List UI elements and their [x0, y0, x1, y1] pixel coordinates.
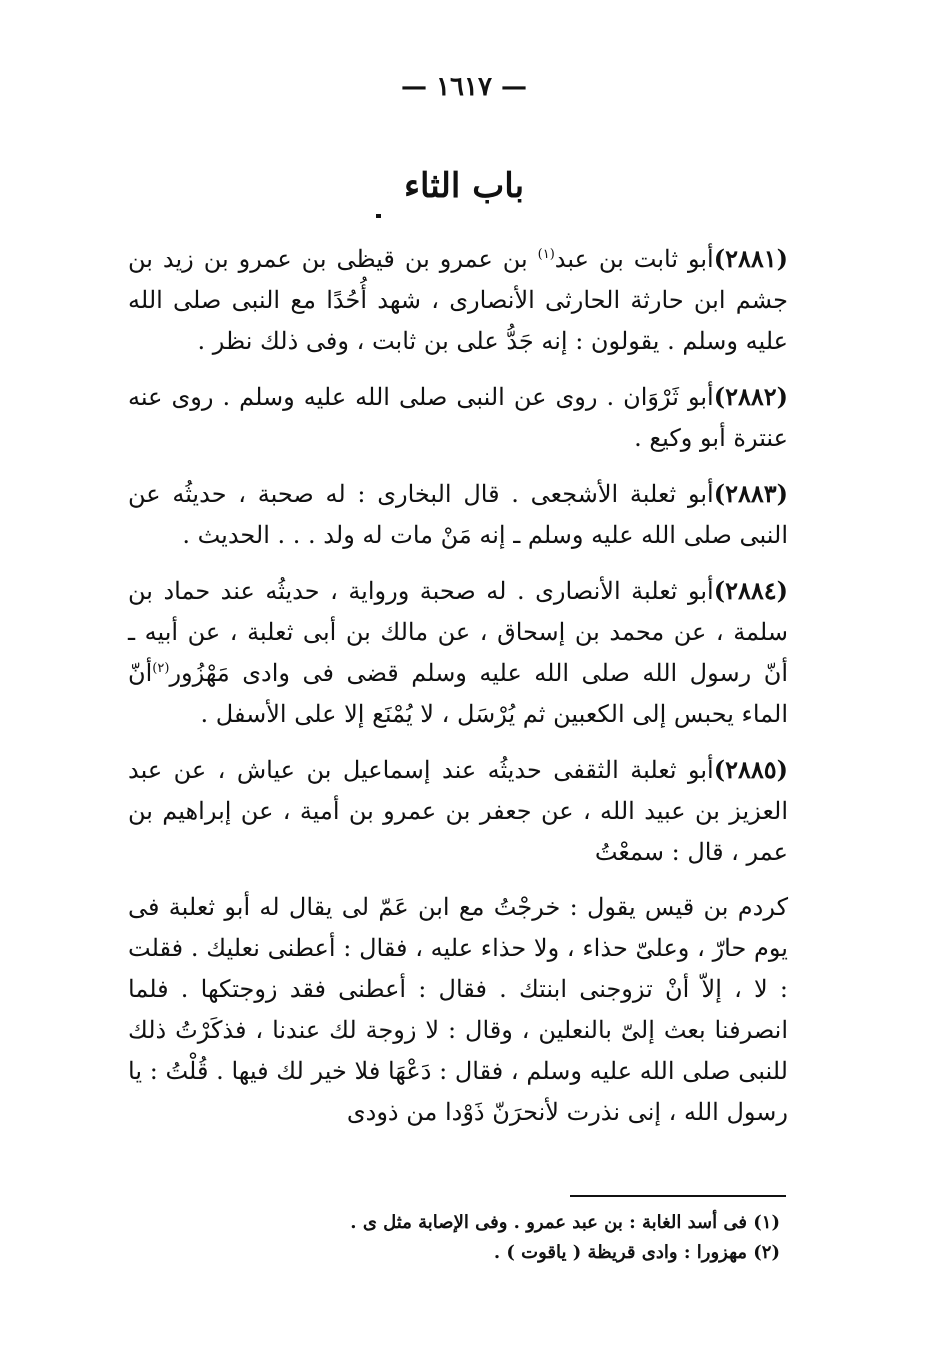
- entry-text-continued: بن عمرو بن قيظى بن عمرو بن زيد بن جشم ابن حارثة الحارثى الأنصارى ، شهد أُحُدًا مع النبى صلى الله عليه وسلم . يقولون : إنه جَدُّ على بن ثابت ، وفى ذلك نظر .: [128, 245, 788, 355]
- entry-text-continued: كردم بن قيس يقول : خرجْتُ مع ابن عَمّ لى يقال له أبو ثعلبة فى يوم حارّ ، وعلىّ حذاء ، ولا حذاء عليه ، فقال : أعطنى نعليك . فقلت : لا ، إلاّ أنْ تزوجنى ابنتك . فقال : أعطنى فقد زوجتكها . فلما انصرفنا بعث إلىّ بالنعلين ، وقال : لا زوجة لك عندنا ، فذكَرْتُ ذلك للنبى صلى الله عليه وسلم ، فقال : دَعْهَا فلا خير لك فيها . قُلْتُ : يا رسول الله ، إنى نذرت لأنحرَنّ ذَوْدا من ذودى: [128, 893, 788, 1126]
- entry-number: (٢٨٨٢): [713, 382, 788, 411]
- entry-2885: [128, 749, 788, 873]
- entry-2881: [128, 238, 788, 362]
- entry-2884: [128, 570, 788, 735]
- footnote-divider: [570, 1195, 786, 1197]
- entry-number: (٢٨٨٤): [713, 576, 788, 605]
- entry-2883: [128, 473, 788, 556]
- footnote-reference: (٢): [152, 661, 170, 676]
- footnotes: [300, 1208, 780, 1268]
- entry-2882: [128, 376, 788, 459]
- entry-number: (٢٨٨٥): [713, 755, 788, 784]
- main-text: [128, 238, 788, 1147]
- footnote-reference: (١): [537, 247, 555, 262]
- footnote-2: (٢) مهزورا : وادى قريظة ( ياقوت ) .: [493, 1242, 780, 1263]
- footnote-1: (١) فى أسد الغابة : بن عبد عمرو . وفى الإصابة مثل ى .: [350, 1212, 780, 1233]
- entry-number: (٢٨٨٣): [713, 479, 788, 508]
- entry-text: أبو ثعلبة الأشجعى . قال البخارى : له صحبة ، حديثُه عن النبى صلى الله عليه وسلم ـ إنه مَنْ مات له ولد . . . الحديث .: [128, 480, 788, 549]
- entry-text: أبو ثعلبة الأنصارى . له صحبة ورواية ، حديثُه عند حماد بن سلمة ، عن محمد بن إسحاق ، عن مالك بن أبى ثعلبة ، عن أبيه ـ أنّ رسول الله صلى الله عليه وسلم قضى فى وادى مَهْزُور: [128, 577, 788, 687]
- entry-text: أبو ثَرْوَان . روى عن النبى صلى الله عليه وسلم . روى عنه عنترة أبو وكيع .: [128, 383, 788, 452]
- entry-number: (٢٨٨١): [713, 244, 789, 273]
- title-ornament-dot: [376, 214, 381, 218]
- entry-text: أبو ثابت بن عبد: [554, 245, 714, 273]
- entry-2885-continuation: [128, 887, 788, 1133]
- page-number: — ١٦١٧ —: [401, 72, 527, 102]
- chapter-title: باب الثاء: [403, 166, 525, 206]
- entry-text: أبو ثعلبة الثقفى حديثُه عند إسماعيل بن عياش ، عن عبد العزيز بن عبيد الله ، عن جعفر بن عمرو بن أمية ، عن إبراهيم بن عمر ، قال : سمعْتُ: [128, 756, 788, 866]
- entry-text-continued: أنّ الماء يحبس إلى الكعبين ثم يُرْسَل ، لا يُمْنَع إلا على الأسفل .: [128, 659, 788, 728]
